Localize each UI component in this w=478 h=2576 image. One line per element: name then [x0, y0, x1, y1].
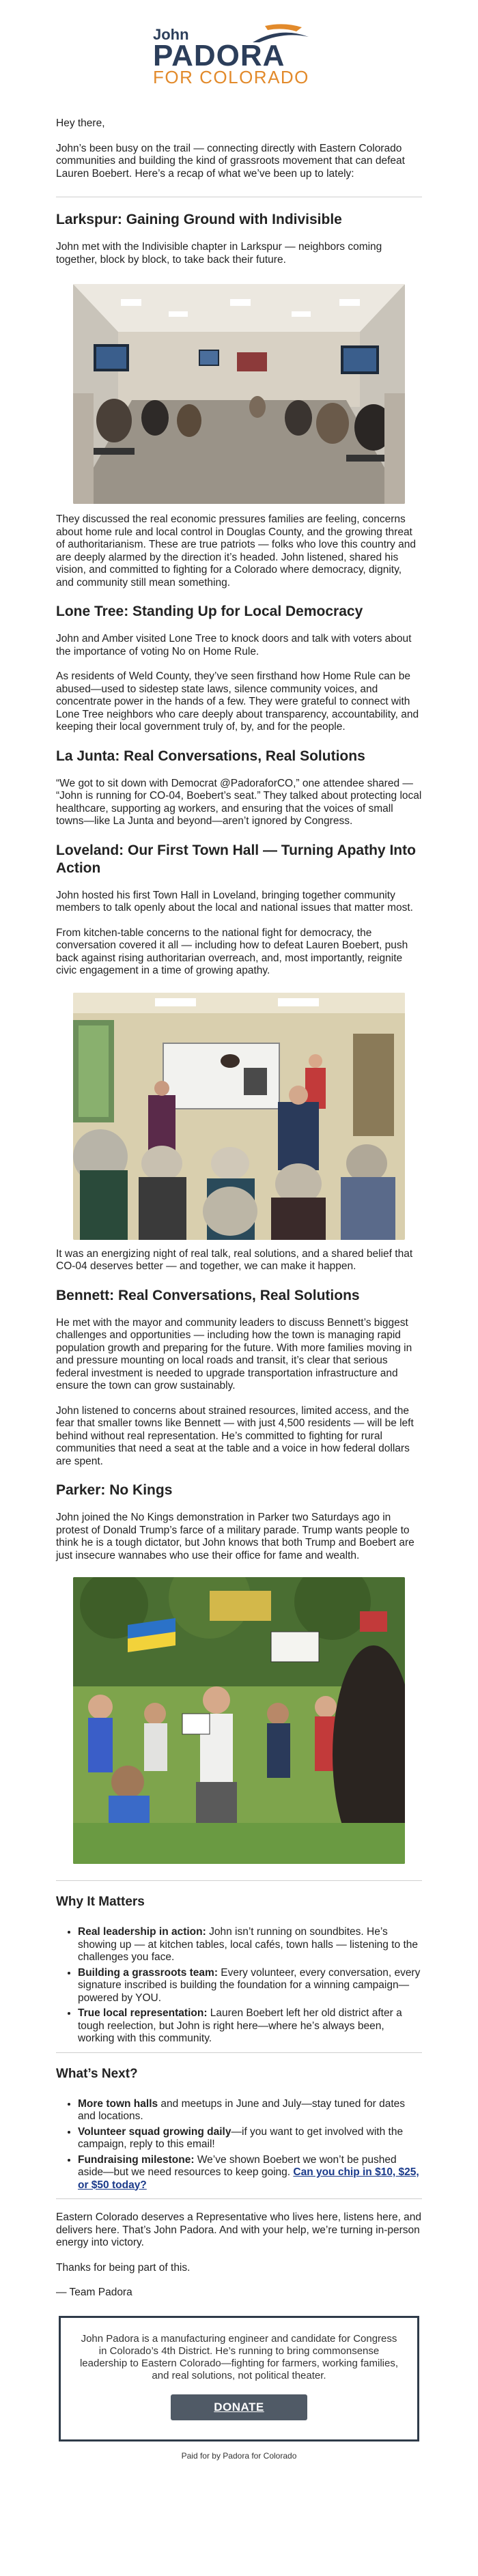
signoff: — Team Padora — [56, 2287, 132, 2298]
divider — [56, 2052, 422, 2053]
photo-larkspur-meeting — [73, 284, 405, 504]
list-item — [78, 2126, 422, 2151]
closing-paragraph: Eastern Colorado deserves a Representative who lives here, listens here, and delivers here. That’s John Padora. And with your help, we’re turning in-person energy into victory. — [56, 2211, 422, 2248]
paid-for-disclaimer: Paid for by Padora for Colorado — [181, 2450, 297, 2461]
next-list — [56, 2098, 422, 2192]
chip-in-link[interactable]: Can you chip in $10, $25, or $50 today? — [78, 2166, 419, 2191]
list-item-text: John isn’t running on soundbites. He’s showing up — at kitchen tables, local cafés, town halls — listening to the challenges you face. — [78, 1926, 418, 1963]
list-item-label: More town halls — [78, 2097, 158, 2110]
logo-last-name: PADORA — [153, 39, 285, 72]
photo-parker-no-kings — [73, 1577, 405, 1864]
list-item-label: Volunteer squad growing daily — [78, 2125, 231, 2138]
divider — [56, 1880, 422, 1881]
list-item-label: True local representation: — [78, 2007, 208, 2019]
section-title-whats-next: What’s Next? — [56, 2066, 138, 2081]
logo-tagline: FOR COLORADO — [153, 67, 309, 87]
list-item-label: Real leadership in action: — [78, 1926, 206, 1938]
photo-loveland-town-hall — [73, 993, 405, 1240]
larkspur-paragraph-2: They discussed the real economic pressures families are feeling, concerns about home rule and local control in Douglas County, and the growing threat of authoritarianism. These are true patriots — folks who love this country and are deeply alarmed by the direction it’s headed. John listened, shared his vision, and committed to fighting for a Colorado where democracy, dignity, and community still mean something. — [56, 513, 416, 589]
loveland-paragraph-1: John hosted his first Town Hall in Loveland, bringing together community members to talk openly about the local and national issues that matter most. — [56, 889, 413, 914]
list-item-text: —if you want to get involved with the campaign, reply to this email! — [78, 2125, 404, 2150]
list-item-text: Lauren Boebert left her old district after a tough reelection, but John is right here—where he’s always been, working with this community. — [78, 2007, 402, 2044]
logo-first-name: John — [153, 26, 189, 43]
section-title-larkspur: Larkspur: Gaining Ground with Indivisible — [56, 212, 342, 227]
section-title-why-it-matters: Why It Matters — [56, 1895, 145, 1909]
parker-paragraph-1: John joined the No Kings demonstration in Parker two Saturdays ago in protest of Donald Trump’s farce of a military parade. Trump wants people to think he is a tough dictator, but John knows that both Trump and Boebert are just insecure wannabes who use their office for fame and wealth. — [56, 1512, 414, 1561]
lone-tree-paragraph-1: John and Amber visited Lone Tree to knock doors and talk with voters about the importance of voting No on Home Rule. — [56, 633, 412, 657]
larkspur-paragraph-1: John met with the Indivisible chapter in Larkspur — neighbors coming together, block by block, to take back their future. — [56, 241, 382, 266]
bennett-paragraph-1: He met with the mayor and community leaders to discuss Bennett’s biggest challenges and opportunities — including how the town is managing rapid population growth and preparing for the future. With more families moving in and pressure mounting on local roads and transit, it’s clear that serious federal investment is needed to upgrade transportation infrastructure and ensure the town can grow sustainably. — [56, 1316, 412, 1391]
list-item-label: Fundraising milestone: — [78, 2153, 195, 2166]
candidate-bio: John Padora is a manufacturing engineer and candidate for Congress in Colorado’s 4th District. He’s running to bring commonsense leadership to Eastern Colorado—fighting for farmers, working families, and real solutions, not political theater. — [79, 2332, 399, 2381]
list-item — [78, 2098, 422, 2123]
intro-text: John’s been busy on the trail — connecting directly with Eastern Colorado communities and building the kind of grassroots movement that can defeat Lauren Boebert. Here’s a recap of what we’ve been up to lately: — [56, 142, 405, 180]
list-item-text: and meetups in June and July—stay tuned for dates and locations. — [78, 2097, 406, 2122]
closing-thanks: Thanks for being part of this. — [56, 2261, 191, 2274]
loveland-paragraph-3: It was an energizing night of real talk, real solutions, and a shared belief that CO-04 deserves better — and together, we can make it happen. — [56, 1247, 413, 1272]
list-item-text: Every volunteer, every conversation, every signature inscribed is building the foundation for a winning campaign—powered by YOU. — [78, 1966, 421, 2004]
section-title-bennett: Bennett: Real Conversations, Real Solutions — [56, 1287, 360, 1303]
section-title-lone-tree: Lone Tree: Standing Up for Local Democracy — [56, 604, 363, 619]
list-item — [78, 1926, 422, 1964]
bennett-paragraph-2: John listened to concerns about strained resources, limited access, and the fear that smaller towns like Bennett — with just 4,500 residents — will be left behind without real representation. He’s committed to fighting for rural communities that need a seat at the table and a voice in how federal dollars are spent. — [56, 1404, 414, 1467]
list-item — [78, 2154, 422, 2192]
list-item-label: Building a grassroots team: — [78, 1966, 218, 1979]
logo-graphic — [150, 22, 328, 87]
section-title-loveland: Loveland: Our First Town Hall — Turning Apathy Into Action — [56, 842, 416, 876]
campaign-logo — [56, 0, 422, 112]
greeting: Hey there, — [56, 117, 105, 129]
la-junta-paragraph-1: “We got to sit down with Democrat @PadoraforCO,” one attendee shared — “John is running for CO-04, Boebert’s seat.” They talked about protecting local healthcare, supporting ag workers, and ensuring that the voices of small towns—like La Junta and beyond—aren’t ignored by Congress. — [56, 777, 422, 827]
lone-tree-paragraph-2: As residents of Weld County, they’ve seen firsthand how Home Rule can be abused—used to sidestep state laws, silence community voices, and concentrate power in the hands of a few. They were grateful to connect with Lone Tree neighbors who care deeply about transparency, accountability, and keeping their local government truly of, by, and for the people. — [56, 670, 419, 733]
footer-bio-box — [59, 2316, 419, 2441]
list-item-text: We’ve shown Boebert we won’t be pushed aside—but we need resources to keep going. — [78, 2153, 397, 2178]
donate-button[interactable]: DONATE — [171, 2394, 307, 2420]
section-title-la-junta: La Junta: Real Conversations, Real Solutions — [56, 748, 365, 764]
section-title-parker: Parker: No Kings — [56, 1482, 173, 1498]
logo-sun-swoosh — [265, 24, 302, 31]
list-item — [78, 2007, 422, 2046]
why-list — [56, 1926, 422, 2046]
divider — [56, 2198, 422, 2199]
list-item — [78, 1967, 422, 2005]
email-body — [56, 0, 422, 2461]
loveland-paragraph-2: From kitchen-table concerns to the national fight for democracy, the conversation covered it all — including how to defeat Lauren Boebert, push back against rising authoritarian overreach, and, most importantly, reignite civic engagement in a time of growing apathy. — [56, 926, 408, 976]
